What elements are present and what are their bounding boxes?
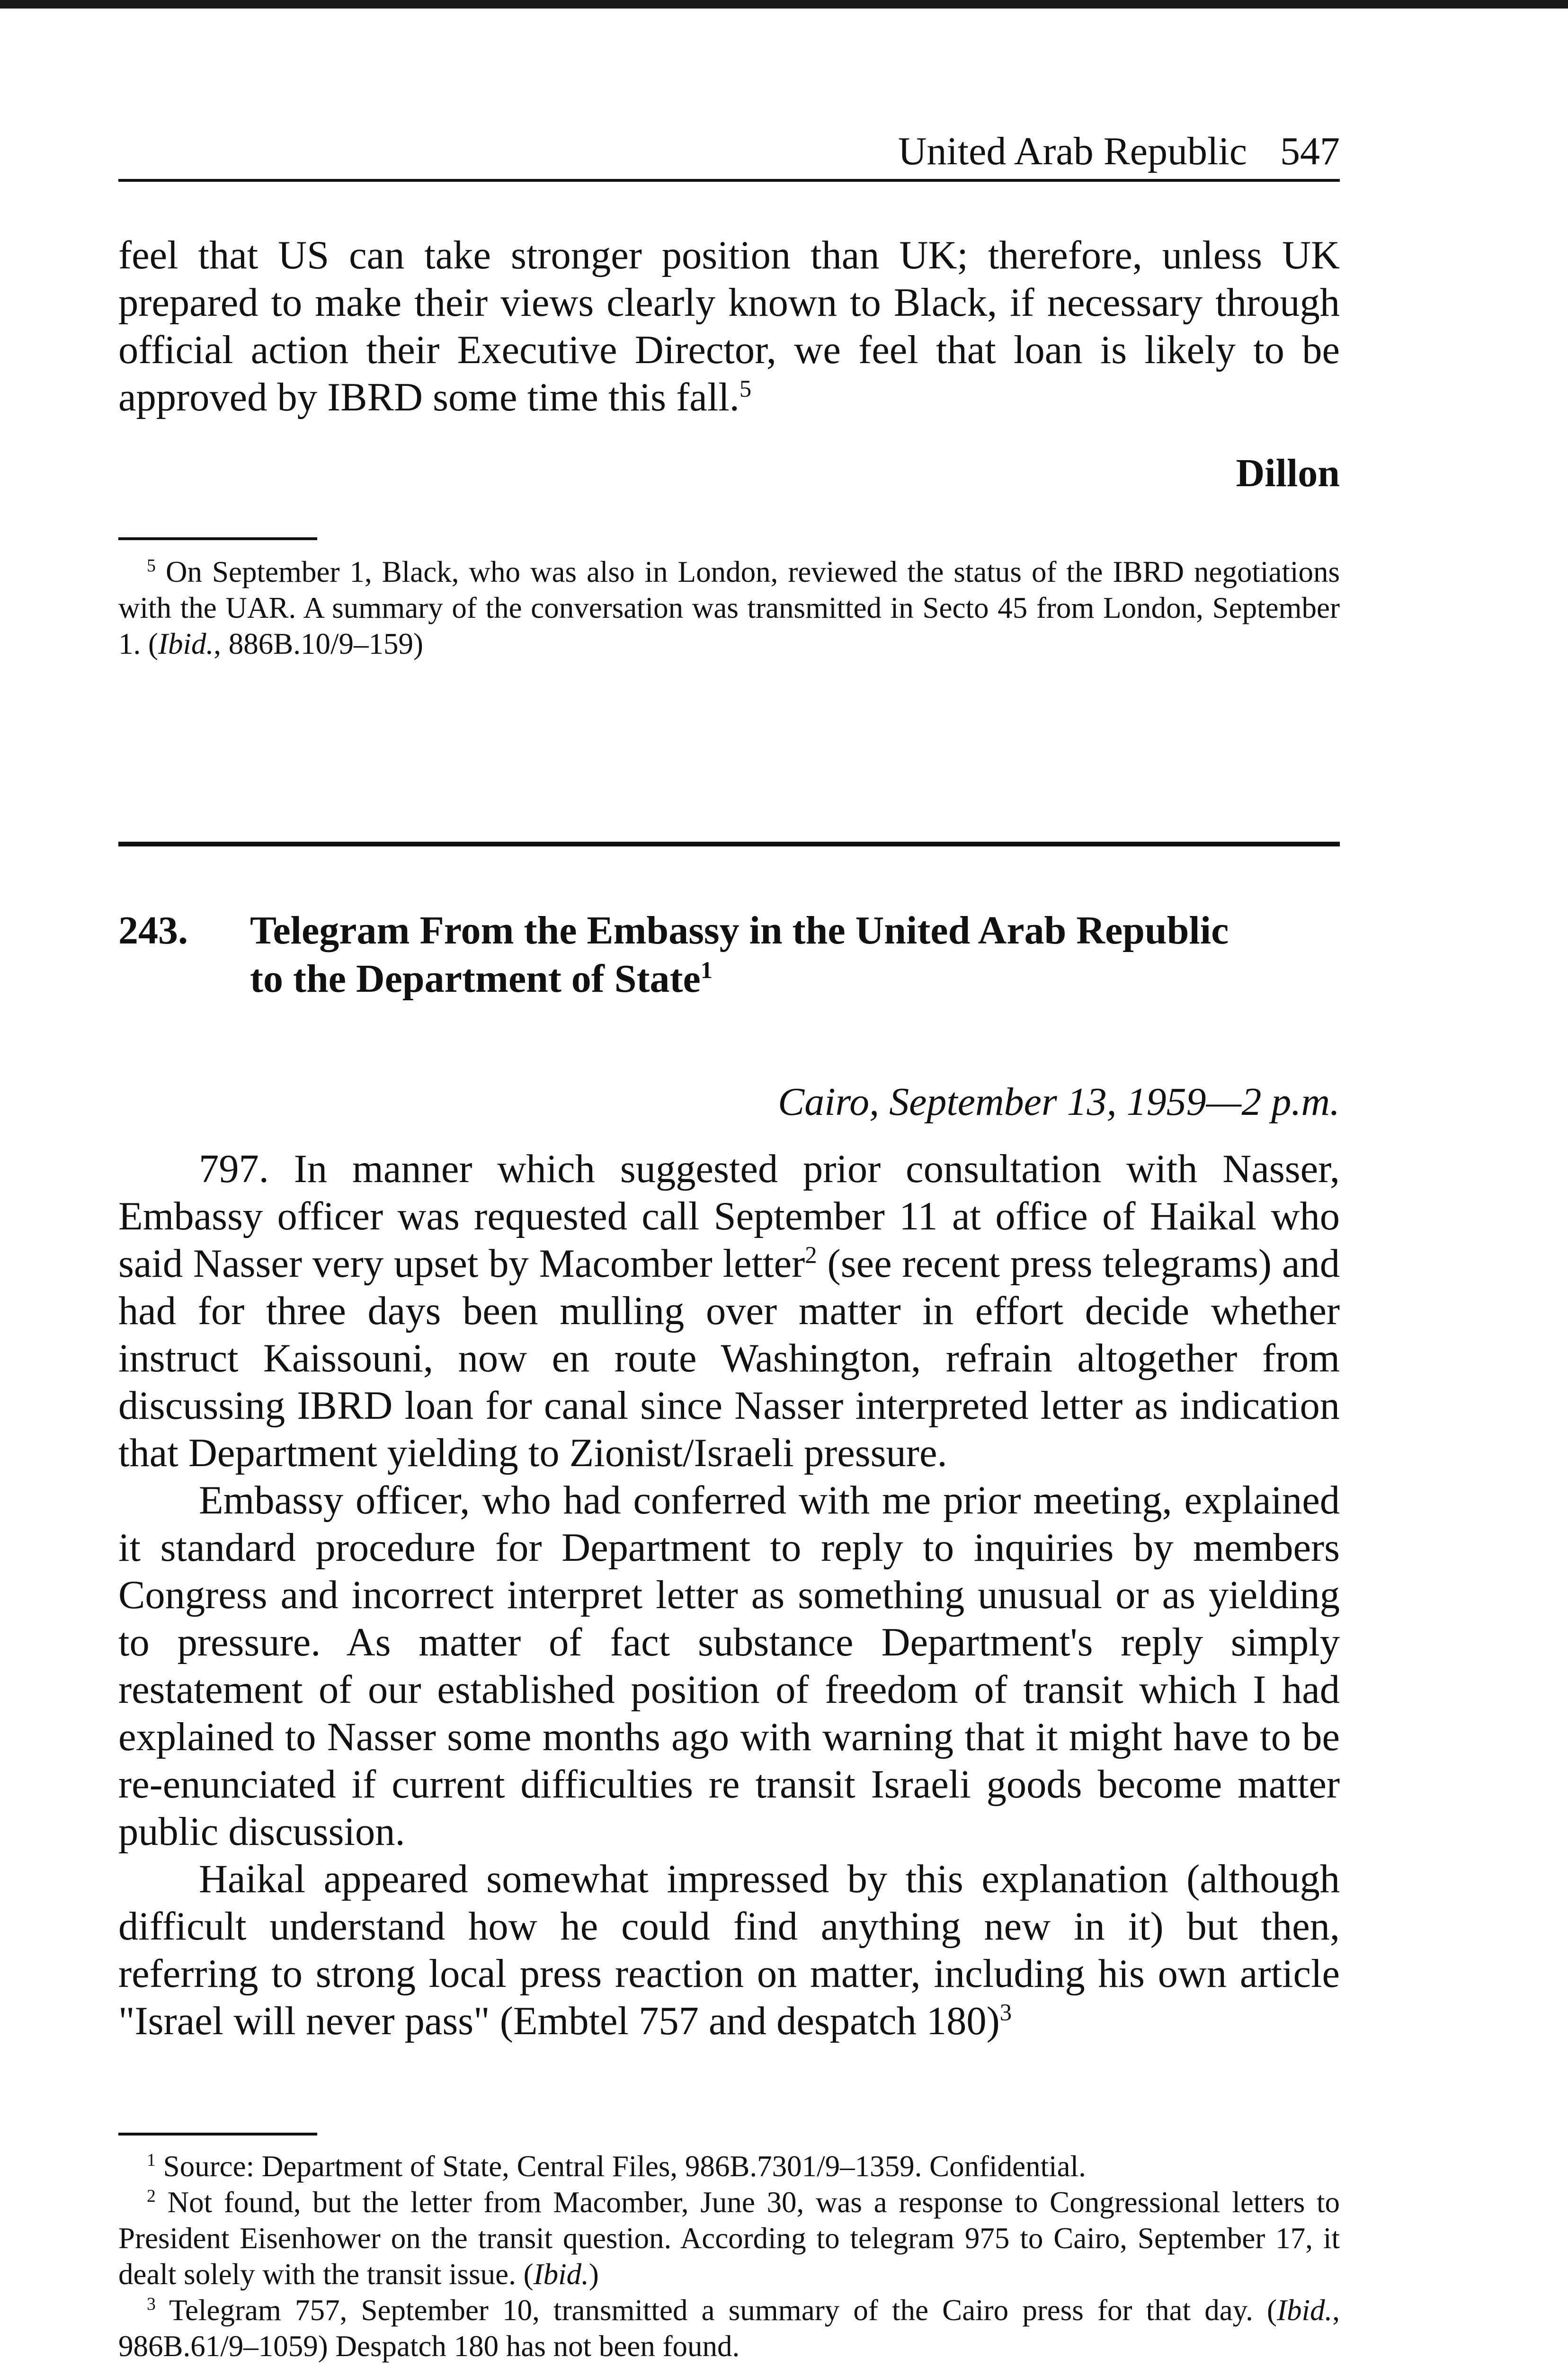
footnote-text: On September 1, Black, who was also in London, reviewed the status of the IBRD negotiations with the UAR. A summary of the conversation was transmitted in Secto 45 from London, September 1. (: [118, 555, 1340, 660]
title-line-1: Telegram From the Embassy in the United Arab Republic: [250, 908, 1229, 952]
footnote-5: [118, 554, 1340, 662]
running-head-title: United Arab Republic: [898, 129, 1247, 173]
page-number: 547: [1280, 129, 1340, 173]
ibid-italic: Ibid.: [1277, 2294, 1333, 2327]
document-title: [250, 907, 1340, 1003]
footnote-rule: [118, 537, 317, 540]
footnotes-bottom: [118, 2148, 1340, 2364]
running-head: [118, 128, 1340, 175]
footnote-3: [118, 2292, 1340, 2364]
body-paragraph-1: [118, 1146, 1340, 1477]
footnote-text: Source: Department of State, Central Files, 986B.7301/9–1359. Confidential.: [163, 2150, 1086, 2183]
body-paragraph-3: [118, 1856, 1340, 2045]
footnote-text: Not found, but the letter from Macomber, June 30, was a response to Congressional letters to President Eisenhower on the transit question. According to telegram 975 to Cairo, September 17, it dealt solely with the transit issue. (: [118, 2186, 1340, 2291]
header-rule: [118, 179, 1340, 182]
footnote-1: [118, 2148, 1340, 2184]
continuation-section: [118, 232, 1340, 421]
footnote-ref-2[interactable]: 2: [805, 1241, 817, 1268]
footnote-text: Telegram 757, September 10, transmitted a summary of the Cairo press for that day. (: [169, 2294, 1277, 2327]
continuation-text: feel that US can take stronger position than UK; therefore, unless UK prepared to make their views clearly known to Black, if necessary through official action their Executive Director, we feel that loan is likely to be approved by IBRD some time this fall.: [118, 233, 1340, 419]
section-divider: [118, 842, 1340, 846]
footnotes-top: [118, 554, 1340, 662]
ibid-italic: Ibid.: [533, 2258, 589, 2291]
telegram-body: [118, 1146, 1340, 2045]
footnote-mark: 1: [147, 2150, 156, 2170]
paragraph-text: 797. In manner which suggested prior consultation with Nasser, Embassy officer was requested call September 11 at office of Haikal who said Nasser very upset by Macomber letter: [118, 1147, 1340, 1286]
dateline: Cairo, September 13, 1959—2 p.m.: [778, 1080, 1340, 1124]
body-paragraph-2: Embassy officer, who had conferred with me prior meeting, explained it standard procedure for Department to reply to inquiries by members Congress and incorrect interpret letter as something unusual or as yielding to pressure. As matter of fact substance Department's reply simply restatement of our established position of freedom of transit which I had explained to Nasser some months ago with warning that it might have to be re-enunciated if current difficulties re transit Israeli goods become matter public discussion.: [118, 1478, 1340, 1854]
signature: Dillon: [1236, 451, 1340, 495]
top-edge-bar: [0, 0, 1568, 9]
document-number: 243.: [118, 908, 188, 952]
footnote-ref-5[interactable]: 5: [739, 375, 752, 402]
footnote-rule: [118, 2133, 317, 2136]
footnote-text: ): [588, 2258, 599, 2291]
paragraph-text: Haikal appeared somewhat impressed by this explanation (although difficult understand how he could find anything new in it) but then, referring to strong local press reaction on matter, including his own article "Israel will never pass" (Embtel 757 and despatch 180): [118, 1857, 1340, 2043]
footnote-2: [118, 2184, 1340, 2292]
footnote-ref-1[interactable]: 1: [700, 957, 713, 983]
footnote-text: , 986B.61/9–1059) Despatch 180 has not been found.: [118, 2294, 1340, 2363]
paragraph-text: (see recent press telegrams) and had for three days been mulling over matter in effort decide whether instruct Kaissouni, now en route Washington, refrain altogether from discussing IBRD loan for canal since Nasser interpreted letter as indication that Department yielding to Zionist/Israeli pressure.: [118, 1242, 1340, 1475]
ibid-italic: Ibid.: [158, 627, 214, 660]
footnote-mark: 2: [147, 2186, 156, 2206]
footnote-mark: 5: [147, 556, 156, 576]
footnote-mark: 3: [147, 2294, 156, 2314]
footnote-ref-3[interactable]: 3: [999, 1999, 1012, 2026]
title-line-2: to the Department of State: [250, 957, 701, 1001]
footnote-text: , 886B.10/9–159): [214, 627, 423, 660]
continuation-paragraph: [118, 232, 1340, 421]
